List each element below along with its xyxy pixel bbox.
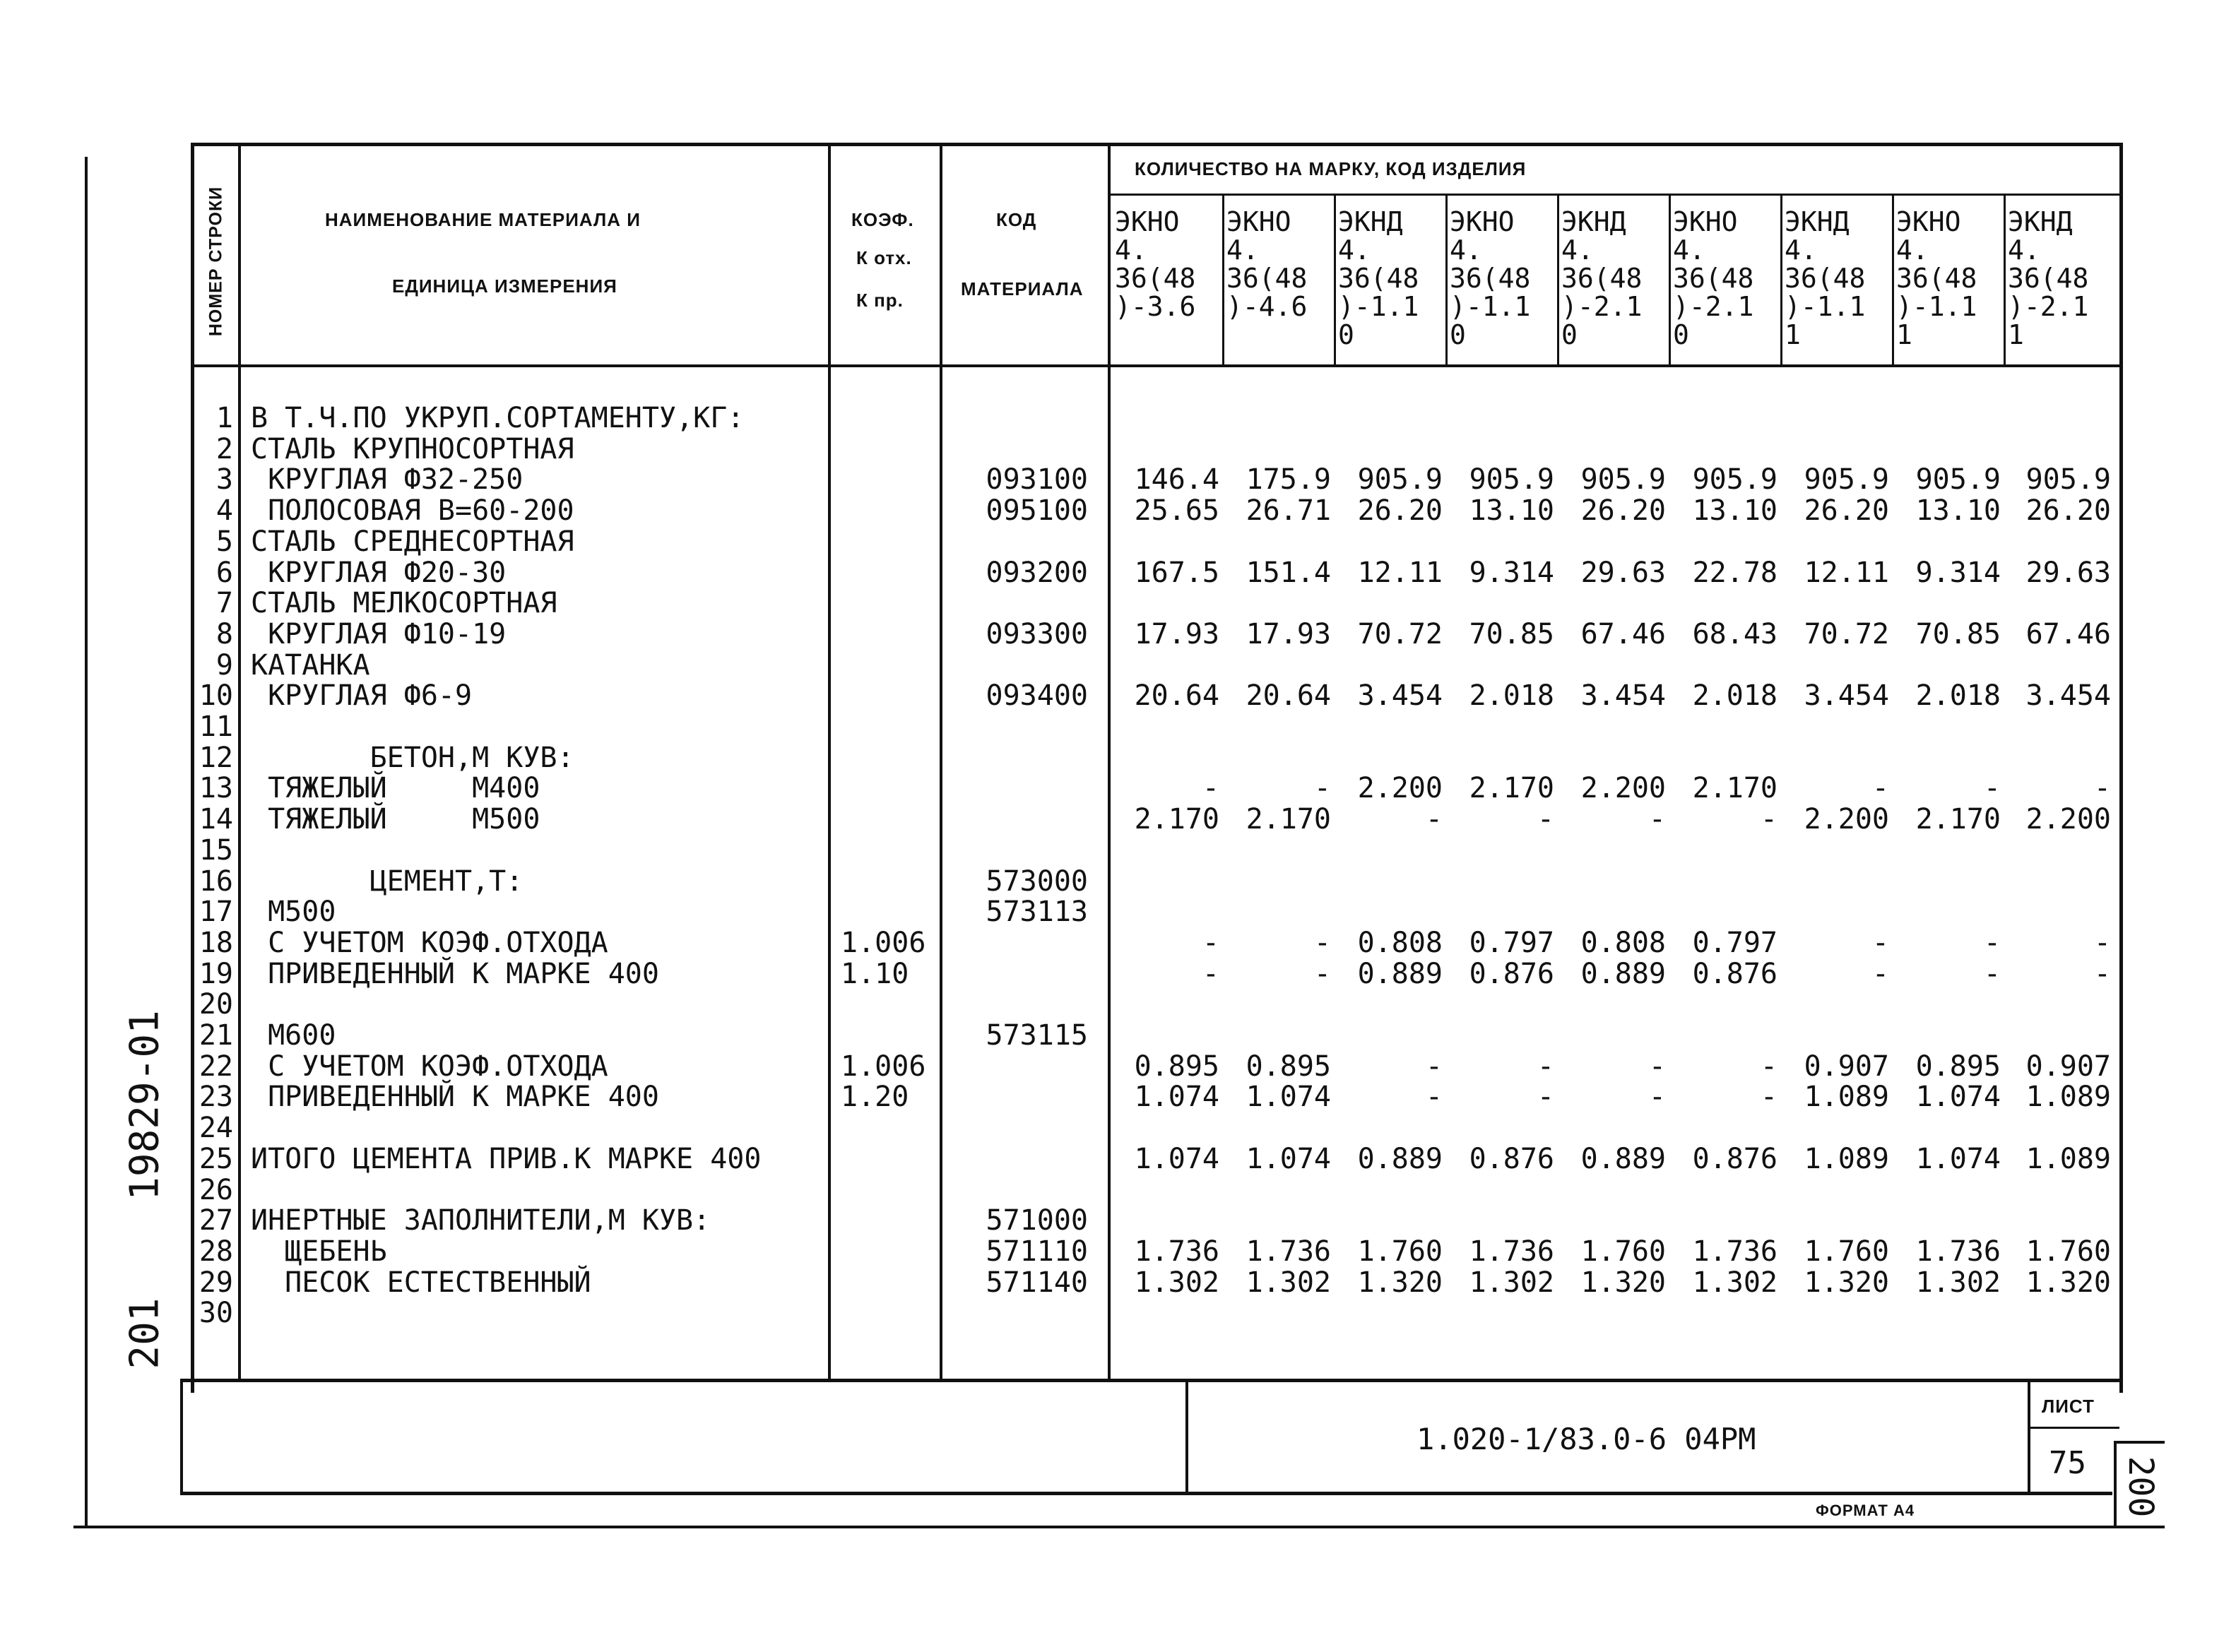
- col-divider-coef: [828, 143, 831, 1380]
- quantity-value: 3.454: [1580, 679, 1666, 713]
- row-number: 27: [199, 1204, 233, 1237]
- row-number: 7: [215, 587, 233, 620]
- code-header-line2: МАТЕРИАЛА: [961, 278, 1084, 299]
- quantity-value: 13.10: [1915, 494, 2001, 528]
- format-label: ФОРМАТ А4: [1816, 1502, 1915, 1519]
- quantity-value: 67.46: [1580, 617, 1666, 650]
- quantity-value: 13.10: [1692, 494, 1777, 528]
- row-number: 6: [215, 556, 233, 589]
- quantity-value: 0.889: [1580, 1142, 1666, 1175]
- quantity-value: 2.170: [1134, 803, 1219, 836]
- quantity-value: 1.302: [1246, 1266, 1331, 1299]
- name-header-line2: ЕДИНИЦА ИЗМЕРЕНИЯ: [392, 275, 617, 297]
- quantity-value: 1.089: [2025, 1081, 2111, 1114]
- mark-divider: [1780, 194, 1782, 366]
- quantity-value: 17.93: [1246, 617, 1331, 650]
- coefficient: 1.006: [841, 926, 926, 959]
- row-number: 30: [199, 1297, 233, 1330]
- quantity-value: 1.089: [1804, 1081, 1889, 1114]
- quantity-value: 905.9: [1469, 463, 1554, 497]
- quantity-value: 17.93: [1134, 617, 1219, 650]
- row-number: 18: [199, 926, 233, 959]
- material-code: 571000: [986, 1204, 1088, 1237]
- quantity-value: 2.170: [1469, 772, 1554, 805]
- quantity-value: 2.200: [1804, 803, 1889, 836]
- quantity-header: КОЛИЧЕСТВО НА МАРКУ, КОД ИЗДЕЛИЯ: [1135, 158, 1527, 179]
- coef-header-line3: К пр.: [856, 290, 904, 311]
- mark-header: ЭКНО 4. 36(48 )-1.1 1: [1896, 206, 1977, 350]
- quantity-value: 0.889: [1357, 1142, 1443, 1175]
- quantity-value: 2.018: [1692, 679, 1777, 713]
- quantity-value: -: [1983, 772, 2001, 805]
- outer-bottom-border: [73, 1526, 2165, 1528]
- quantity-value: -: [1537, 1050, 1554, 1083]
- quantity-value: 1.736: [1692, 1235, 1777, 1268]
- quantity-value: 1.074: [1246, 1142, 1331, 1175]
- quantity-value: 0.907: [2025, 1050, 2111, 1083]
- quantity-value: 1.074: [1915, 1081, 2001, 1114]
- quantity-value: 1.302: [1134, 1266, 1219, 1299]
- row-number: 1: [215, 402, 233, 434]
- material-name: ЩЕБЕНЬ: [251, 1235, 387, 1268]
- quantity-value: 167.5: [1134, 556, 1219, 589]
- title-block-bottom: [180, 1492, 2112, 1495]
- row-number: 8: [215, 617, 233, 650]
- quantity-value: -: [1537, 1081, 1554, 1114]
- quantity-value: 3.454: [2025, 679, 2111, 713]
- material-code: 093300: [986, 617, 1088, 650]
- quantity-value: 2.018: [1469, 679, 1554, 713]
- quantity-value: 2.170: [1246, 803, 1331, 836]
- quantity-value: 0.895: [1246, 1050, 1331, 1083]
- quantity-value: 26.20: [2025, 494, 2111, 528]
- row-number: 9: [215, 648, 233, 682]
- quantity-value: 0.895: [1915, 1050, 2001, 1083]
- quantity-value: 905.9: [2025, 463, 2111, 497]
- side-box-left: [2114, 1441, 2117, 1528]
- quantity-value: 1.760: [2025, 1235, 2111, 1268]
- coef-header-line1: КОЭФ.: [851, 209, 914, 230]
- quantity-value: 1.320: [1357, 1266, 1443, 1299]
- quantity-value: -: [1983, 926, 2001, 959]
- coefficient: 1.20: [841, 1081, 909, 1114]
- row-number: 24: [199, 1112, 233, 1145]
- quantity-value: 1.074: [1915, 1142, 2001, 1175]
- material-name: ТЯЖЕЛЫЙ М400: [251, 772, 540, 805]
- row-number: 15: [199, 833, 233, 867]
- mark-header: ЭКНО 4. 36(48 )-4.6: [1226, 206, 1308, 322]
- quantity-value: 0.797: [1692, 926, 1777, 959]
- material-name: ПРИВЕДЕННЫЙ К МАРКЕ 400: [251, 957, 659, 990]
- mark-divider: [2004, 194, 2006, 366]
- title-block-divider: [1185, 1379, 1188, 1495]
- col-divider-name: [238, 143, 241, 1380]
- quantity-value: 1.760: [1804, 1235, 1889, 1268]
- quantity-value: -: [1760, 803, 1777, 836]
- quantity-value: -: [1871, 772, 1889, 805]
- mark-divider: [1222, 194, 1224, 366]
- quantity-value: -: [1871, 926, 1889, 959]
- quantity-value: 905.9: [1804, 463, 1889, 497]
- row-number: 5: [215, 525, 233, 558]
- row-number: 11: [199, 711, 233, 743]
- material-name: ПОЛОСОВАЯ В=60-200: [251, 494, 574, 528]
- quantity-value: 2.170: [1692, 772, 1777, 805]
- quantity-value: 3.454: [1357, 679, 1443, 713]
- mark-divider: [1445, 194, 1448, 366]
- quantity-value: 13.10: [1469, 494, 1554, 528]
- quantity-value: 905.9: [1915, 463, 2001, 497]
- side-sheet-number: 200: [2121, 1456, 2160, 1518]
- quantity-value: -: [2093, 772, 2111, 805]
- mark-divider: [1892, 194, 1894, 366]
- quantity-value: 1.320: [1804, 1266, 1889, 1299]
- quantity-value: 9.314: [1915, 556, 2001, 589]
- quantity-value: 68.43: [1692, 617, 1777, 650]
- quantity-value: 1.760: [1580, 1235, 1666, 1268]
- quantity-value: 905.9: [1692, 463, 1777, 497]
- side-page-number: 201: [122, 1297, 168, 1369]
- material-name: КРУГЛАЯ Ф6-9: [251, 679, 473, 713]
- row-number: 21: [199, 1019, 233, 1052]
- quantity-value: -: [1202, 957, 1219, 990]
- mark-divider: [1557, 194, 1559, 366]
- quantity-value: -: [2093, 957, 2111, 990]
- quantity-value: -: [1871, 957, 1889, 990]
- material-code: 573115: [986, 1019, 1088, 1052]
- code-header-line1: КОД: [996, 209, 1037, 230]
- row-number: 17: [199, 896, 233, 929]
- material-name: М500: [251, 896, 336, 929]
- row-number: 16: [199, 864, 233, 898]
- material-code: 093400: [986, 679, 1088, 713]
- material-code: 571110: [986, 1235, 1088, 1268]
- quantity-value: -: [1648, 803, 1666, 836]
- quantity-value: 22.78: [1692, 556, 1777, 589]
- quantity-value: 9.314: [1469, 556, 1554, 589]
- quantity-value: 0.907: [1804, 1050, 1889, 1083]
- material-name: ИНЕРТНЫЕ ЗАПОЛНИТЕЛИ,М КУВ:: [251, 1204, 711, 1237]
- quantity-value: -: [1202, 772, 1219, 805]
- mark-divider: [1669, 194, 1671, 366]
- quantity-header-divider: [1108, 194, 2123, 196]
- quantity-value: 0.797: [1469, 926, 1554, 959]
- col-divider-values: [1108, 143, 1111, 1380]
- quantity-value: 1.736: [1469, 1235, 1554, 1268]
- quantity-value: 1.302: [1469, 1266, 1554, 1299]
- table-right-border: [2119, 143, 2123, 1393]
- row-number: 28: [199, 1235, 233, 1268]
- row-number: 13: [199, 772, 233, 805]
- quantity-value: -: [1313, 926, 1331, 959]
- quantity-value: 20.64: [1134, 679, 1219, 713]
- quantity-value: 2.200: [2025, 803, 2111, 836]
- quantity-value: 2.170: [1915, 803, 2001, 836]
- quantity-value: 0.876: [1469, 1142, 1554, 1175]
- quantity-value: 1.736: [1246, 1235, 1331, 1268]
- material-name: С УЧЕТОМ КОЭФ.ОТХОДА: [251, 1050, 608, 1083]
- quantity-value: 26.20: [1580, 494, 1666, 528]
- material-code: 093200: [986, 556, 1088, 589]
- row-number: 4: [215, 494, 233, 528]
- coef-header-line2: К отх.: [856, 247, 912, 268]
- quantity-value: 1.320: [2025, 1266, 2111, 1299]
- quantity-value: 0.808: [1357, 926, 1443, 959]
- material-name: БЕТОН,М КУВ:: [251, 741, 574, 774]
- quantity-value: 70.72: [1804, 617, 1889, 650]
- quantity-value: 3.454: [1804, 679, 1889, 713]
- quantity-value: 175.9: [1246, 463, 1331, 497]
- row-number: 12: [199, 741, 233, 774]
- outer-left-border: [85, 157, 88, 1528]
- material-code: 093100: [986, 463, 1088, 497]
- quantity-value: 29.63: [2025, 556, 2111, 589]
- quantity-value: 1.074: [1134, 1081, 1219, 1114]
- quantity-value: 2.200: [1357, 772, 1443, 805]
- quantity-value: 1.760: [1357, 1235, 1443, 1268]
- quantity-value: -: [1537, 803, 1554, 836]
- quantity-value: 29.63: [1580, 556, 1666, 589]
- quantity-value: 12.11: [1804, 556, 1889, 589]
- coefficient: 1.10: [841, 957, 909, 990]
- quantity-value: -: [1760, 1050, 1777, 1083]
- quantity-value: 0.895: [1134, 1050, 1219, 1083]
- header-bottom-border: [191, 364, 2123, 367]
- sheet-label: ЛИСТ: [2042, 1396, 2095, 1417]
- quantity-value: -: [1760, 1081, 1777, 1114]
- row-number: 29: [199, 1266, 233, 1299]
- quantity-value: 1.302: [1692, 1266, 1777, 1299]
- quantity-value: 0.876: [1469, 957, 1554, 990]
- mark-header: ЭКНД 4. 36(48 )-1.1 1: [1785, 206, 1866, 350]
- material-name: М600: [251, 1019, 336, 1052]
- quantity-value: 905.9: [1580, 463, 1666, 497]
- quantity-value: -: [1425, 1050, 1443, 1083]
- quantity-value: 1.089: [1804, 1142, 1889, 1175]
- quantity-value: 70.85: [1469, 617, 1554, 650]
- row-number: 23: [199, 1081, 233, 1114]
- material-code: 573113: [986, 896, 1088, 929]
- row-number: 26: [199, 1173, 233, 1206]
- quantity-value: 0.876: [1692, 1142, 1777, 1175]
- material-code: 095100: [986, 494, 1088, 528]
- row-number: 19: [199, 957, 233, 990]
- side-box-top: [2114, 1441, 2165, 1444]
- material-name: КРУГЛАЯ Ф20-30: [251, 556, 507, 589]
- quantity-value: -: [1313, 957, 1331, 990]
- row-number: 25: [199, 1142, 233, 1175]
- quantity-value: 26.20: [1804, 494, 1889, 528]
- quantity-value: 1.074: [1246, 1081, 1331, 1114]
- quantity-value: 0.876: [1692, 957, 1777, 990]
- sheet-box-divider: [2028, 1427, 2119, 1429]
- quantity-value: 905.9: [1357, 463, 1443, 497]
- material-code: 571140: [986, 1266, 1088, 1299]
- mark-divider: [1334, 194, 1336, 366]
- name-header-line1: НАИМЕНОВАНИЕ МАТЕРИАЛА И: [325, 209, 641, 230]
- material-name: СТАЛЬ СРЕДНЕСОРТНАЯ: [251, 525, 574, 558]
- col-divider-code: [940, 143, 942, 1380]
- material-name: КРУГЛАЯ Ф32-250: [251, 463, 523, 497]
- quantity-value: -: [2093, 926, 2111, 959]
- material-name: ИТОГО ЦЕМЕНТА ПРИВ.К МАРКЕ 400: [251, 1142, 762, 1175]
- title-block-left: [180, 1379, 183, 1495]
- material-code: 573000: [986, 864, 1088, 898]
- sheet-number: 75: [2049, 1445, 2086, 1481]
- quantity-value: 1.736: [1915, 1235, 2001, 1268]
- material-name: ЦЕМЕНТ,Т:: [251, 864, 523, 898]
- row-number-header: НОМЕР СТРОКИ: [206, 186, 226, 337]
- quantity-value: 20.64: [1246, 679, 1331, 713]
- mark-header: ЭКНД 4. 36(48 )-2.1 1: [2008, 206, 2089, 350]
- material-name: В Т.Ч.ПО УКРУП.СОРТАМЕНТУ,КГ:: [251, 402, 745, 434]
- material-name: КАТАНКА: [251, 648, 370, 682]
- quantity-value: -: [1983, 957, 2001, 990]
- quantity-value: 2.018: [1915, 679, 2001, 713]
- row-number: 2: [215, 432, 233, 465]
- document-code: 1.020-1/83.0-6 04РМ: [1416, 1422, 1756, 1456]
- row-number: 3: [215, 463, 233, 497]
- quantity-value: 70.72: [1357, 617, 1443, 650]
- quantity-value: 26.71: [1246, 494, 1331, 528]
- quantity-value: 0.889: [1580, 957, 1666, 990]
- material-name: ПЕСОК ЕСТЕСТВЕННЫЙ: [251, 1266, 591, 1299]
- side-inventory-number: 19829-01: [122, 1010, 168, 1201]
- material-name: ПРИВЕДЕННЫЙ К МАРКЕ 400: [251, 1081, 659, 1114]
- quantity-value: 12.11: [1357, 556, 1443, 589]
- body-bottom-border: [180, 1379, 2123, 1382]
- quantity-value: 151.4: [1246, 556, 1331, 589]
- quantity-value: 146.4: [1134, 463, 1219, 497]
- quantity-value: 1.074: [1134, 1142, 1219, 1175]
- quantity-value: 67.46: [2025, 617, 2111, 650]
- quantity-value: 1.089: [2025, 1142, 2111, 1175]
- row-number: 10: [199, 679, 233, 713]
- quantity-value: 2.200: [1580, 772, 1666, 805]
- quantity-value: 1.736: [1134, 1235, 1219, 1268]
- quantity-value: -: [1425, 1081, 1443, 1114]
- mark-header: ЭКНД 4. 36(48 )-2.1 0: [1561, 206, 1643, 350]
- quantity-value: 1.320: [1580, 1266, 1666, 1299]
- quantity-value: -: [1425, 803, 1443, 836]
- row-number: 14: [199, 803, 233, 836]
- quantity-value: -: [1648, 1081, 1666, 1114]
- row-number: 20: [199, 988, 233, 1021]
- mark-header: ЭКНО 4. 36(48 )-3.6: [1115, 206, 1196, 322]
- quantity-value: 70.85: [1915, 617, 2001, 650]
- quantity-value: -: [1648, 1050, 1666, 1083]
- material-name: КРУГЛАЯ Ф10-19: [251, 617, 507, 650]
- quantity-value: 25.65: [1134, 494, 1219, 528]
- quantity-value: -: [1202, 926, 1219, 959]
- quantity-value: 26.20: [1357, 494, 1443, 528]
- quantity-value: 0.889: [1357, 957, 1443, 990]
- quantity-value: 1.302: [1915, 1266, 2001, 1299]
- material-name: С УЧЕТОМ КОЭФ.ОТХОДА: [251, 926, 608, 959]
- table-top-border: [191, 143, 2123, 146]
- material-name: СТАЛЬ МЕЛКОСОРТНАЯ: [251, 587, 557, 620]
- quantity-value: -: [1313, 772, 1331, 805]
- mark-header: ЭКНО 4. 36(48 )-2.1 0: [1673, 206, 1754, 350]
- mark-header: ЭКНО 4. 36(48 )-1.1 0: [1450, 206, 1531, 350]
- row-number: 22: [199, 1050, 233, 1083]
- quantity-value: 0.808: [1580, 926, 1666, 959]
- mark-header: ЭКНД 4. 36(48 )-1.1 0: [1338, 206, 1419, 350]
- material-name: СТАЛЬ КРУПНОСОРТНАЯ: [251, 432, 574, 465]
- coefficient: 1.006: [841, 1050, 926, 1083]
- material-name: ТЯЖЕЛЫЙ М500: [251, 803, 540, 836]
- sheet-box-left: [2028, 1379, 2030, 1495]
